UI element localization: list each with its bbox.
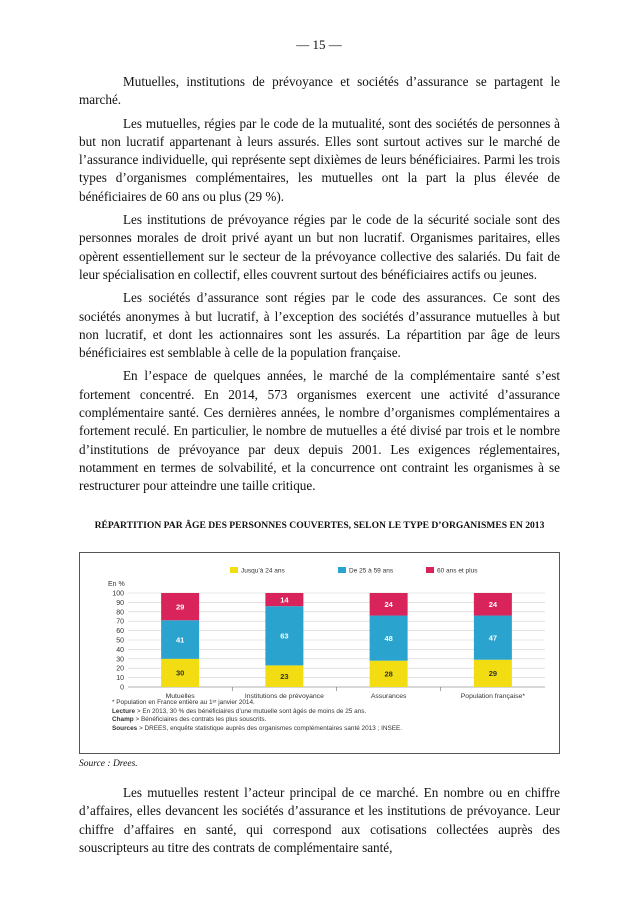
data-label: 24 [384,600,393,610]
chart-notes [112,699,552,733]
y-tick-label: 90 [116,599,124,607]
paragraph: Les institutions de prévoyance régies par le code de la sécurité sociale sont des personnes morales de droit privé ayant un but non lucratif. Organismes paritaires, elles opèrent essentiellement sur le secteur de la prévoyance collective des salariés. Du fait de leur spécialisation en collectif, elles couvrent surtout des bénéficiaires actifs ou jeunes. [79,212,560,282]
chart-footnote: * Population en France entière au 1ᵉʳ janvier 2014. [112,699,255,706]
paragraph: Les mutuelles, régies par le code de la mutualité, sont des sociétés de personnes à but non lucratif appartenant à leurs assurés. Elles sont surtout actives sur le marché de l’assurance individuelle, qui représente sept dixièmes de leurs bénéficiaires. Parmi les trois types d’organismes complémentaires, les mutuelles ont la part la plus élevée de bénéficiaires de 60 ans ou plus (29 %). [79,115,560,204]
data-label: 24 [488,600,498,610]
y-tick-label: 50 [116,637,124,645]
paragraph: Les sociétés d’assurance sont régies par le code des assurances. Ce sont des sociétés anonymes à but lucratif, à l’exception des sociétés d’assurance mutuelles à but non lucratif, et dont les actionnaires sont les assurés. La répartition par âge de leurs bénéficiaires est semblable à celle de la population française. [79,290,560,361]
y-tick-label: 70 [116,618,124,626]
data-label: 41 [175,635,185,645]
legend-swatch [230,567,238,573]
y-axis-label: En % [108,581,125,588]
body-text-bottom [79,784,560,862]
legend-label: De 25 à 59 ans [349,567,394,575]
champ-label: Champ [112,716,134,724]
data-label: 48 [384,633,393,643]
legend-swatch [338,567,346,573]
legend-label: 60 ans et plus [437,567,478,575]
source-line: Source : Drees. [79,759,138,769]
chart-champ [112,716,552,725]
x-tick-label: Population française* [460,693,525,700]
chart-lecture [112,708,552,717]
data-label: 28 [384,669,393,679]
data-label: 63 [280,631,289,641]
chart-figure [79,552,560,754]
y-tick-label: 100 [112,590,124,598]
page-number: — 15 — [296,37,342,52]
data-label: 30 [175,668,185,678]
sources-text: > DREES, enquête statistique auprès des organismes complémentaires santé 2013 ; INSEE. [137,724,403,732]
data-label: 14 [280,595,289,605]
y-tick-label: 30 [116,656,124,664]
legend-label: Jusqu’à 24 ans [241,567,285,575]
data-label: 23 [280,671,289,681]
legend-swatch [426,567,434,573]
lecture-text: > En 2013, 30 % des bénéficiaires d’une mutuelle sont âgés de moins de 25 ans. [135,707,367,715]
y-tick-label: 80 [116,609,124,617]
y-tick-label: 0 [120,684,124,692]
y-tick-label: 10 [116,675,124,683]
paragraph: Les mutuelles restent l’acteur principal de ce marché. En nombre ou en chiffre d’affaires, elles devancent les sociétés d’assurance et les institutions de prévoyance. Leur chiffre d’affaires en santé, qui correspond aux cotisations collectées auprès des souscripteurs au titre des contrats de complémentaire santé, [79,785,560,855]
lecture-label: Lecture [112,707,136,715]
chart-sources [112,725,552,734]
y-tick-label: 20 [116,665,124,673]
x-tick-label: Mutuelles [165,693,195,700]
champ-text: > Bénéficiaires des contrats les plus souscrits. [133,716,267,724]
data-label: 29 [175,602,185,612]
data-label: 47 [488,633,498,643]
y-tick-label: 60 [116,628,124,636]
x-tick-label: Assurances [370,693,407,700]
y-tick-label: 40 [116,646,124,654]
body-text-top [79,73,560,501]
sources-label: Sources [112,724,138,732]
x-tick-label: Institutions de prévoyance [244,693,324,700]
figure-title: RÉPARTITION PAR ÂGE DES PERSONNES COUVERTES, SELON LE TYPE D’ORGANISMES EN 2013 [94,520,545,531]
paragraph: Mutuelles, institutions de prévoyance et sociétés d’assurance se partagent le marché. [79,74,560,108]
paragraph: En l’espace de quelques années, le marché de la complémentaire santé s’est fortement concentré. En 2014, 573 organismes exercent une activité d’assurance complémentaire santé. Ces dernières années, le nombre d’organismes complémentaires a fortement reculé. En particulier, le nombre de mutuelles a été divisé par trois et le nombre d’institutions de prévoyance par deux depuis 2001. Les exigences réglementaires, notamment en termes de solvabilité, et la concurrence ont contraint les organismes à se restructurer pour atteindre une taille critique. [79,368,560,494]
data-label: 29 [488,669,498,679]
